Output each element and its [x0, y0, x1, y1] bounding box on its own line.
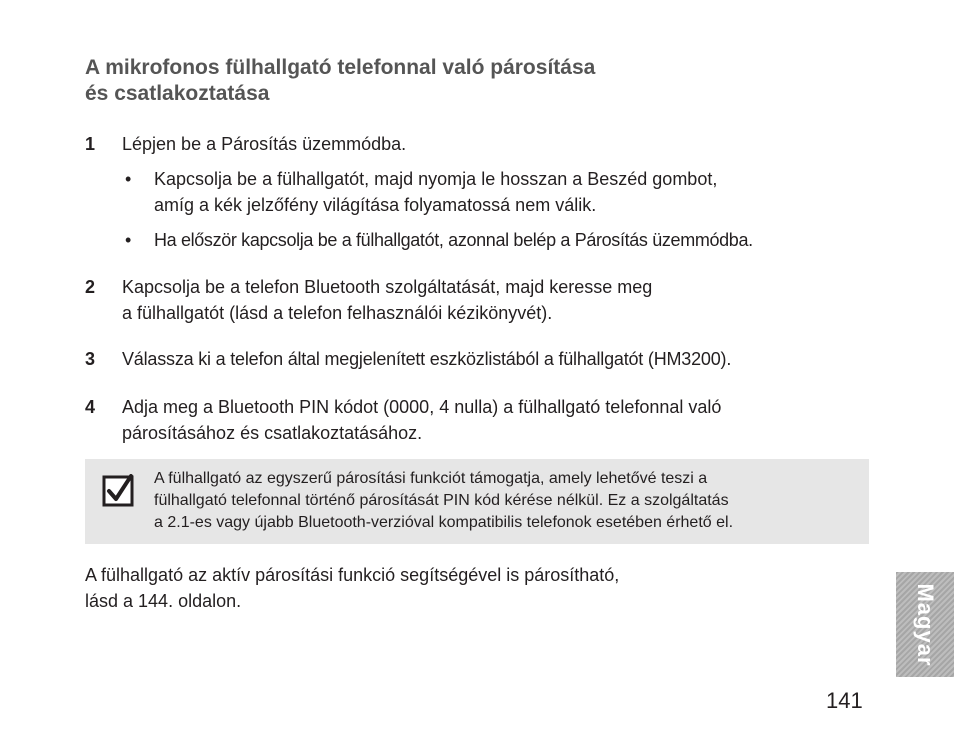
step-number: 2	[85, 277, 96, 297]
language-tab	[896, 572, 954, 677]
paragraph-line: A fülhallgató az aktív párosítási funkció segítségével is párosítható,	[85, 565, 620, 585]
note-text-line: fülhallgató telefonnal történő párosítását PIN kód kérése nélkül. Ez a szolgáltatás	[154, 492, 729, 509]
step-4	[85, 394, 885, 446]
bullet-icon: •	[125, 230, 132, 250]
language-tab-label: Magyar	[913, 582, 938, 667]
note-text-line: A fülhallgató az egyszerű párosítási funkciót támogatja, amely lehetővé teszi a	[154, 470, 708, 487]
paragraph-line: lásd a 144. oldalon.	[85, 591, 242, 611]
step-text-line: Adja meg a Bluetooth PIN kódot (0000, 4 nulla) a fülhallgató telefonnal való	[122, 397, 722, 417]
checkbox-check-icon	[102, 474, 136, 508]
note-box	[85, 459, 869, 544]
heading-line-2: és csatlakoztatása	[85, 82, 270, 105]
page-number: 141	[826, 688, 863, 713]
bullet-icon: •	[125, 169, 132, 189]
step-number: 1	[85, 134, 96, 154]
step-text-line: Lépjen be a Párosítás üzemmódba.	[122, 134, 407, 154]
step-number: 4	[85, 397, 96, 417]
bullet-item-1	[125, 166, 885, 218]
note-text	[154, 468, 854, 534]
step-text-line: a fülhallgatót (lásd a telefon felhasználói kézikönyvét).	[122, 303, 553, 323]
step-2	[85, 274, 885, 326]
bullet-text-line: Kapcsolja be a fülhallgatót, majd nyomja le hosszan a Beszéd gombot,	[154, 169, 718, 189]
bullet-text-line: Ha először kapcsolja be a fülhallgatót, azonnal belép a Párosítás üzemmódba.	[154, 230, 753, 250]
bullet-text-line: amíg a kék jelzőfény világítása folyamatossá nem válik.	[154, 195, 597, 215]
section-heading	[85, 55, 785, 107]
note-text-line: a 2.1-es vagy újabb Bluetooth-verzióval kompatibilis telefonok esetében érhető el.	[154, 514, 734, 531]
heading-line-1: A mikrofonos fülhallgató telefonnal való párosítása	[85, 56, 596, 79]
bullet-item-2	[125, 227, 885, 253]
closing-paragraph	[85, 562, 785, 614]
step-text-line: Válassza ki a telefon által megjelenített eszközlistából a fülhallgatót (HM3200).	[122, 349, 732, 369]
step-text-line: Kapcsolja be a telefon Bluetooth szolgáltatását, majd keresse meg	[122, 277, 653, 297]
step-text-line: párosításához és csatlakoztatásához.	[122, 423, 423, 443]
step-3	[85, 346, 885, 372]
step-1	[85, 131, 885, 157]
step-number: 3	[85, 349, 96, 369]
